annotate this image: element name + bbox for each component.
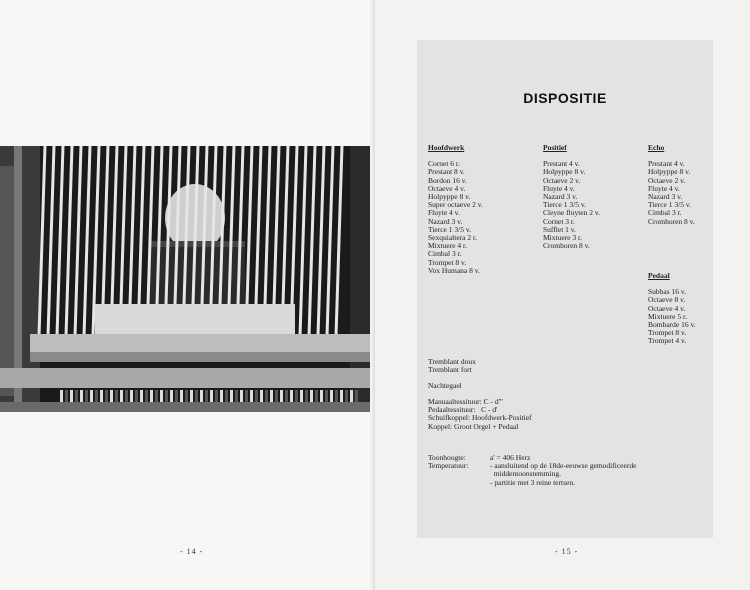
- keyboard-key: [325, 390, 328, 402]
- disposition-panel: [417, 40, 713, 538]
- hoofdwerk-stop: Tierce 1 3/5 v.: [428, 224, 471, 234]
- keyboard-key: [200, 390, 203, 402]
- keyboard-key: [340, 390, 343, 402]
- positief-column: [543, 144, 600, 250]
- pedaal-stop: Octaeve 4 v.: [648, 303, 686, 313]
- pedaal-stop: Trompet 8 v.: [648, 328, 687, 338]
- keyboard-key: [320, 390, 323, 402]
- keyboard-key: [315, 390, 318, 402]
- positief-stop: Nazard 3 v.: [543, 192, 578, 202]
- nachtegael-text: Nachtegael: [428, 381, 462, 390]
- keyboard-key: [355, 390, 358, 402]
- hoofdwerk-stop: Cornet 6 r.: [428, 159, 460, 169]
- hoofdwerk-stop: Nazard 3 v.: [428, 216, 463, 226]
- echo-stop-list: [648, 160, 695, 226]
- echo-column: [648, 144, 695, 226]
- echo-stop: Cimbal 3 r.: [648, 208, 682, 218]
- keyboard-key: [70, 390, 73, 402]
- page-title: DISPOSITIE: [523, 90, 607, 106]
- keyboard-key: [260, 390, 263, 402]
- keyboard-key: [230, 390, 233, 402]
- positief-stop-list: [543, 160, 600, 250]
- hoofdwerk-stop-list: [428, 160, 483, 275]
- keyboard-key: [135, 390, 138, 402]
- echo-stop: Holpyppe 8 v.: [648, 167, 691, 177]
- tuning-block: [428, 454, 636, 487]
- keyboard-key: [335, 390, 338, 402]
- keyboard-key: [90, 390, 93, 402]
- keyboard-key: [350, 390, 353, 402]
- keyboard-key: [150, 390, 153, 402]
- keyboard-key: [170, 390, 173, 402]
- keyboard-key: [245, 390, 248, 402]
- echo-stop: Tierce 1 3/5 v.: [648, 200, 691, 210]
- keyboard-key: [225, 390, 228, 402]
- temperatuur-values: [490, 462, 636, 487]
- hoofdwerk-stop: Fluyte 4 v.: [428, 208, 460, 218]
- hoofdwerk-stop: Trompet 8 v.: [428, 257, 467, 267]
- keyboard-key: [140, 390, 143, 402]
- keyboard-key: [105, 390, 108, 402]
- keyboard-key: [80, 390, 83, 402]
- echo-stop: Octaeve 2 v.: [648, 175, 686, 185]
- keyboard-key: [290, 390, 293, 402]
- positief-stop: Octaeve 2 v.: [543, 175, 581, 185]
- hoofdwerk-column: [428, 144, 483, 275]
- pedaal-stop: Mixtuere 5 r.: [648, 311, 687, 321]
- hoofdwerk-stop: Octaeve 4 v.: [428, 183, 466, 193]
- temperatuur-line: - aansluitend op de 18de-eeuwse gemodificeerde: [490, 461, 637, 471]
- positief-stop: Tierce 1 3/5 v.: [543, 200, 586, 210]
- keyboard-key: [100, 390, 103, 402]
- hoofdwerk-stop: Prestant 8 v.: [428, 167, 465, 177]
- tremulant-item: Tremblant fort: [428, 365, 472, 375]
- pedaal-heading: Pedaal: [648, 271, 670, 280]
- keyboard-key: [250, 390, 253, 402]
- hoofdwerk-stop: Vox Humana 8 v.: [428, 265, 480, 275]
- echo-stop: Cromhoren 8 v.: [648, 216, 695, 226]
- tremulant-item: Tremblant doux: [428, 357, 476, 366]
- keyboard-key: [265, 390, 268, 402]
- keyboard-key: [65, 390, 68, 402]
- keyboard-key: [255, 390, 258, 402]
- keyboard-key: [165, 390, 168, 402]
- keyboard-key: [220, 390, 223, 402]
- organ-photo-image: [0, 146, 376, 412]
- keyboard-key: [60, 390, 63, 402]
- toonhoogte-label: Toonhoogte:: [428, 453, 466, 462]
- keyboard-key: [175, 390, 178, 402]
- nachtegael-block: [428, 382, 462, 390]
- positief-stop: Holpyppe 8 v.: [543, 167, 586, 177]
- keyboard-key: [305, 390, 308, 402]
- pedaal-stop: Trompet 4 v.: [648, 336, 687, 346]
- keyboard-key: [235, 390, 238, 402]
- hoofdwerk-stop: Holpyppe 8 v.: [428, 192, 471, 202]
- keyboard-key: [115, 390, 118, 402]
- keyboard-key: [275, 390, 278, 402]
- keyboard-key: [240, 390, 243, 402]
- keyboard-key: [345, 390, 348, 402]
- pedaal-stop: Bombarde 16 v.: [648, 320, 696, 330]
- positief-stop: Sufflet 1 v.: [543, 224, 576, 234]
- pedaal-stop: Octaeve 8 v.: [648, 295, 686, 305]
- spec-line: Schuifkoppel: Hoofdwerk-Positief: [428, 413, 532, 423]
- echo-heading: Echo: [648, 143, 665, 152]
- keyboard-key: [130, 390, 133, 402]
- spec-line: Koppel: Groot Orgel + Pedaal: [428, 421, 519, 431]
- hoofdwerk-stop: Mixtuere 4 r.: [428, 241, 467, 251]
- echo-stop: Prestant 4 v.: [648, 159, 685, 169]
- keyboard-key: [180, 390, 183, 402]
- keyboard-key: [285, 390, 288, 402]
- keyboard-key: [155, 390, 158, 402]
- tremulants-block: [428, 358, 476, 374]
- echo-stop: Nazard 3 v.: [648, 192, 683, 202]
- keyboard-key: [310, 390, 313, 402]
- keyboard-key: [125, 390, 128, 402]
- keyboard-key: [85, 390, 88, 402]
- specs-block: [428, 398, 532, 431]
- positief-stop: Prestant 4 v.: [543, 159, 580, 169]
- pedaal-column: [648, 272, 696, 346]
- page-number-left: - 14 -: [180, 547, 204, 556]
- positief-stop: Mixtuere 3 r.: [543, 233, 582, 243]
- keyboard-key: [145, 390, 148, 402]
- keyboard-key: [215, 390, 218, 402]
- toonhoogte-value: a' = 406 Herz: [490, 453, 531, 462]
- positief-stop: Cleyne fluyten 2 v.: [543, 208, 601, 218]
- keyboard-key: [110, 390, 113, 402]
- keyboard-key: [195, 390, 198, 402]
- pedaal-stop-list: [648, 288, 696, 345]
- keyboard-key: [120, 390, 123, 402]
- positief-stop: Fluyte 4 v.: [543, 183, 575, 193]
- hoofdwerk-stop: Super octaeve 2 v.: [428, 200, 483, 210]
- hoofdwerk-heading: Hoofdwerk: [428, 143, 465, 152]
- spec-line: Manuaaltessituur: C - d''': [428, 397, 503, 406]
- positief-stop: Cromhoren 8 v.: [543, 241, 590, 251]
- keyboard-key: [190, 390, 193, 402]
- hoofdwerk-stop: Sexquialtera 2 r.: [428, 233, 477, 243]
- keyboard-key: [210, 390, 213, 402]
- temperatuur-label: Temperatuur:: [428, 461, 469, 471]
- positief-stop: Cornet 3 r.: [543, 216, 575, 226]
- pedaal-stop: Subbas 16 v.: [648, 287, 687, 297]
- temperatuur-row: [428, 462, 636, 487]
- keyboard-key: [75, 390, 78, 402]
- hoofdwerk-stop: Bordon 16 v.: [428, 175, 467, 185]
- keyboard-key: [270, 390, 273, 402]
- organ-photo: [0, 146, 376, 412]
- keyboard-key: [185, 390, 188, 402]
- keyboard-key: [160, 390, 163, 402]
- keyboard-key: [300, 390, 303, 402]
- keyboard-key: [295, 390, 298, 402]
- keyboard-key: [280, 390, 283, 402]
- keyboard-key: [95, 390, 98, 402]
- page-number-right: - 15 -: [555, 547, 579, 556]
- hoofdwerk-stop: Cimbal 3 r.: [428, 249, 462, 259]
- spec-line: Pedaaltessituur: C - d': [428, 405, 498, 415]
- echo-stop: Fluyte 4 v.: [648, 183, 680, 193]
- keyboard-key: [205, 390, 208, 402]
- temperatuur-line: middentoonstemming.: [490, 469, 562, 479]
- positief-heading: Positief: [543, 143, 567, 152]
- temperatuur-line: - partitie met 3 reine tertsen.: [490, 477, 575, 487]
- keyboard-key: [330, 390, 333, 402]
